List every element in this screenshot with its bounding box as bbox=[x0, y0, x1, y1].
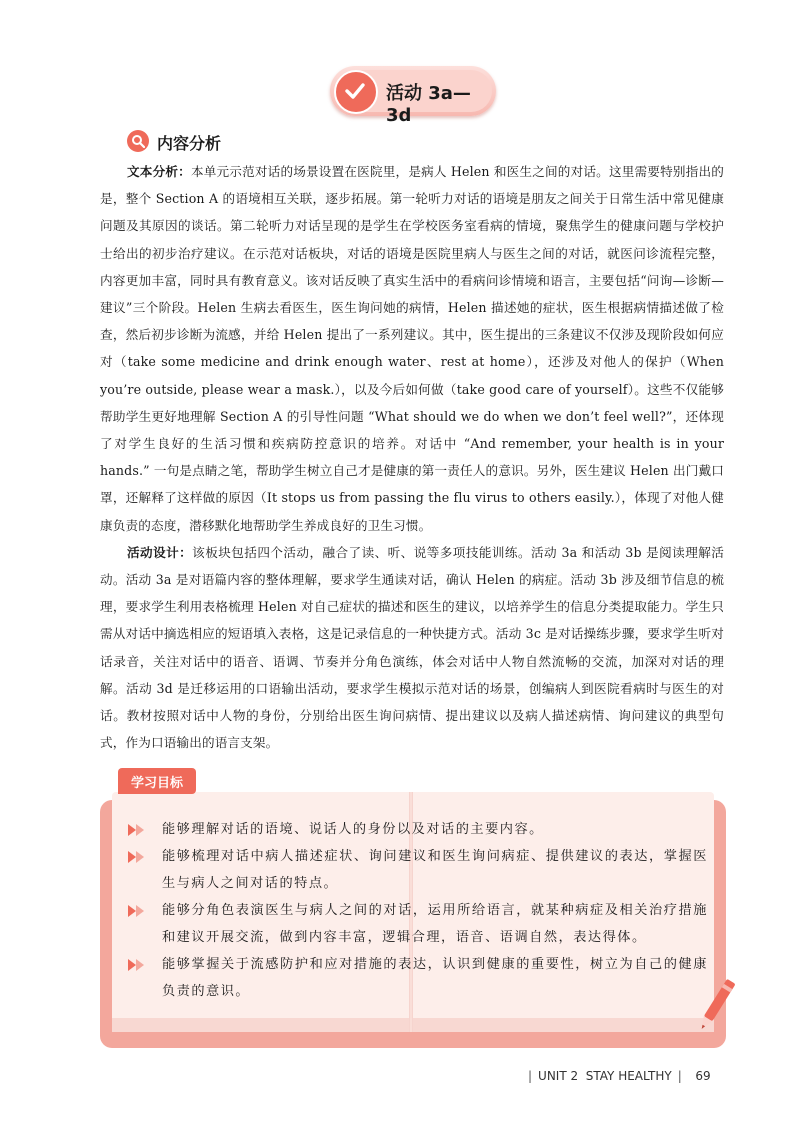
arrow-bullet-icon bbox=[128, 959, 148, 971]
search-icon bbox=[127, 130, 149, 152]
goal-item: 能够梳理对话中病人描述症状、询问建议和医生询问病症、提供建议的表达，掌握医生与病人之间对话的特点。 bbox=[128, 843, 708, 897]
section-title: 内容分析 bbox=[157, 134, 222, 153]
paragraph-body: 本单元示范对话的场景设置在医院里，是病人 Helen 和医生之间的对话。这里需要特别指出的是，整个 Section A 的语境相互关联，逐步拓展。第一轮听力对话的语境是朋友之间关于日常生活中常见健康问题及其原因的谈话。第二轮听力对话呈现的是学生在学校医务室看病的情境，聚焦学生的健康问题与学校护士给出的初步治疗建议。在示范对话板块，对话的语境是医院里病人与医生之间的对话，就医问诊流程完整，内容更加丰富，同时具有教育意义。该对话反映了真实生活中的看病问诊情境和语言，主要包括“问询—诊断—建议”三个阶段。Helen 生病去看医生，医生询问她的病情，Helen 描述她的症状，医生根据病情描述做了检查，然后初步诊断为流感，并给 Helen 提出了一系列建议。其中，医生提出的三条建议不仅涉及现阶段如何应对（take some medicine and drink enough water、rest at home），还涉及对他人的保护（When you’re outside, please wear a mask.），以及今后如何做（take good care of yourself）。这些不仅能够帮助学生更好地理解 Section A 的引导性问题 “What should we do when we don’t feel well?”，还体现了对学生良好的生活习惯和疾病防控意识的培养。对话中 “And remember, your health is in your hands.” 一句是点睛之笔，帮助学生树立自己才是健康的第一责任人的意识。另外，医生建议 Helen 出门戴口罩，还解释了这样做的原因（It stops us from passing the flu virus to others easily.），体现了对他人健康负责的态度，潜移默化地帮助学生养成良好的卫生习惯。 bbox=[100, 164, 724, 533]
footer-unit: UNIT 2 bbox=[538, 1069, 579, 1083]
activity-title: 活动 3a—3d bbox=[386, 83, 471, 126]
paragraph-activity-design bbox=[100, 539, 724, 757]
page-footer: | UNIT 2 STAY HEALTHY | 69 bbox=[528, 1069, 711, 1083]
check-icon bbox=[334, 70, 378, 114]
paragraph-lead: 文本分析： bbox=[127, 164, 191, 179]
pen-icon bbox=[696, 975, 736, 1037]
activity-banner bbox=[330, 66, 496, 126]
arrow-bullet-icon bbox=[128, 824, 148, 836]
goal-item: 能够掌握关于流感防护和应对措施的表达，认识到健康的重要性，树立为自己的健康负责的意识。 bbox=[128, 951, 708, 1005]
goals-list bbox=[128, 816, 708, 1005]
goals-label: 学习目标 bbox=[130, 776, 183, 791]
goals-tab bbox=[118, 768, 196, 794]
page-number: 69 bbox=[695, 1069, 711, 1083]
paragraph-lead: 活动设计： bbox=[127, 544, 193, 560]
goal-item: 能够理解对话的语境、说话人的身份以及对话的主要内容。 bbox=[128, 816, 708, 843]
footer-title: STAY HEALTHY bbox=[585, 1069, 672, 1083]
paragraph-body: 该板块包括四个活动，融合了读、听、说等多项技能训练。活动 3a 和活动 3b 是阅读理解活动。活动 3a 是对语篇内容的整体理解，要求学生通读对话，确认 Helen 的病症。活动 3b 涉及细节信息的梳理，要求学生利用表格梳理 Helen 对自己症状的描述和医生的建议，以培养学生的信息分类提取能力。学生只需从对话中摘选相应的短语填入表格，这是记录信息的一种快捷方式。活动 3c 是对话操练步骤，要求学生听对话录音，关注对话中的语音、语调、节奏并分角色演练，体会对话中人物自然流畅的交流，加深对对话的理解。活动 3d 是迁移运用的口语输出活动，要求学生模拟示范对话的场景，创编病人到医院看病时与医生的对话。教材按照对话中人物的身份，分别给出医生询问病情、提出建议以及病人描述病情、询问建议的典型句式，作为口语输出的语言支架。 bbox=[100, 544, 725, 751]
arrow-bullet-icon bbox=[128, 905, 148, 917]
body-text bbox=[100, 158, 724, 756]
goal-item: 能够分角色表演医生与病人之间的对话，运用所给语言，就某种病症及相关治疗措施和建议开展交流，做到内容丰富，逻辑合理，语音、语调自然，表达得体。 bbox=[128, 897, 708, 951]
paragraph-text-analysis bbox=[100, 158, 724, 539]
arrow-bullet-icon bbox=[128, 851, 148, 863]
